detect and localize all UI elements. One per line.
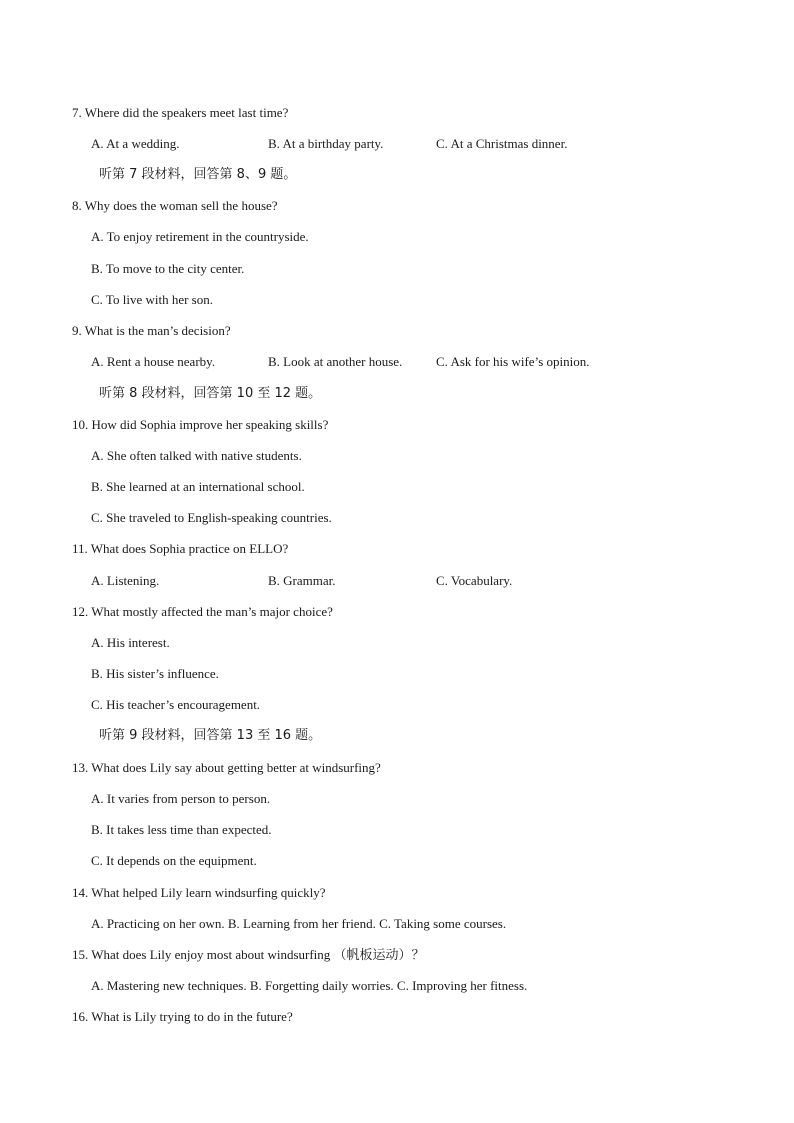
section-8-instruction: 听第 8 段材料，回答第 10 至 12 题。: [99, 386, 322, 401]
question-8-option-b: B. To move to the city center.: [91, 261, 245, 276]
section-7-instruction: 听第 7 段材料，回答第 8、9 题。: [99, 167, 297, 182]
option-c: C. At a Christmas dinner.: [436, 136, 568, 151]
question-10-option-b: B. She learned at an international school.: [91, 479, 305, 494]
question-8-option-a: A. To enjoy retirement in the countryside.: [91, 229, 309, 244]
question-12-option-b: B. His sister’s influence.: [91, 666, 219, 681]
question-7-options: [91, 136, 711, 152]
question-13-option-b: B. It takes less time than expected.: [91, 822, 272, 837]
option-b: B. Grammar.: [268, 573, 336, 588]
option-b: B. At a birthday party.: [268, 136, 384, 151]
question-8-option-c: C. To live with her son.: [91, 292, 213, 307]
section-9-instruction: 听第 9 段材料，回答第 13 至 16 题。: [99, 728, 322, 743]
question-8: 8. Why does the woman sell the house?: [72, 198, 278, 213]
question-10-option-a: A. She often talked with native students.: [91, 448, 302, 463]
question-16: 16. What is Lily trying to do in the future?: [72, 1009, 293, 1024]
question-15: 15. What does Lily enjoy most about windsurfing （帆板运动）？: [72, 947, 425, 962]
question-13-option-a: A. It varies from person to person.: [91, 791, 271, 806]
question-7: 7. Where did the speakers meet last time?: [72, 105, 289, 120]
question-12-option-a: A. His interest.: [91, 635, 170, 650]
question-10-option-c: C. She traveled to English-speaking countries.: [91, 510, 332, 525]
question-13: 13. What does Lily say about getting better at windsurfing?: [72, 760, 381, 775]
option-b: B. Look at another house.: [268, 354, 403, 369]
question-12-option-c: C. His teacher’s encouragement.: [91, 697, 261, 712]
option-a: A. Listening.: [91, 573, 160, 588]
question-11-options: [91, 573, 711, 589]
option-c: C. Ask for his wife’s opinion.: [436, 354, 590, 369]
question-10: 10. How did Sophia improve her speaking skills?: [72, 417, 329, 432]
question-9: 9. What is the man’s decision?: [72, 323, 231, 338]
question-9-options: [91, 354, 711, 370]
question-11: 11. What does Sophia practice on ELLO?: [72, 541, 289, 556]
question-14: 14. What helped Lily learn windsurfing quickly?: [72, 885, 326, 900]
question-13-option-c: C. It depends on the equipment.: [91, 853, 257, 868]
option-a: A. Rent a house nearby.: [91, 354, 216, 369]
question-12: 12. What mostly affected the man’s major choice?: [72, 604, 333, 619]
option-c: C. Vocabulary.: [436, 573, 513, 588]
question-15-options: A. Mastering new techniques. B. Forgetting daily worries. C. Improving her fitness.: [91, 978, 528, 993]
question-14-options: A. Practicing on her own. B. Learning from her friend. C. Taking some courses.: [91, 916, 507, 931]
option-a: A. At a wedding.: [91, 136, 180, 151]
